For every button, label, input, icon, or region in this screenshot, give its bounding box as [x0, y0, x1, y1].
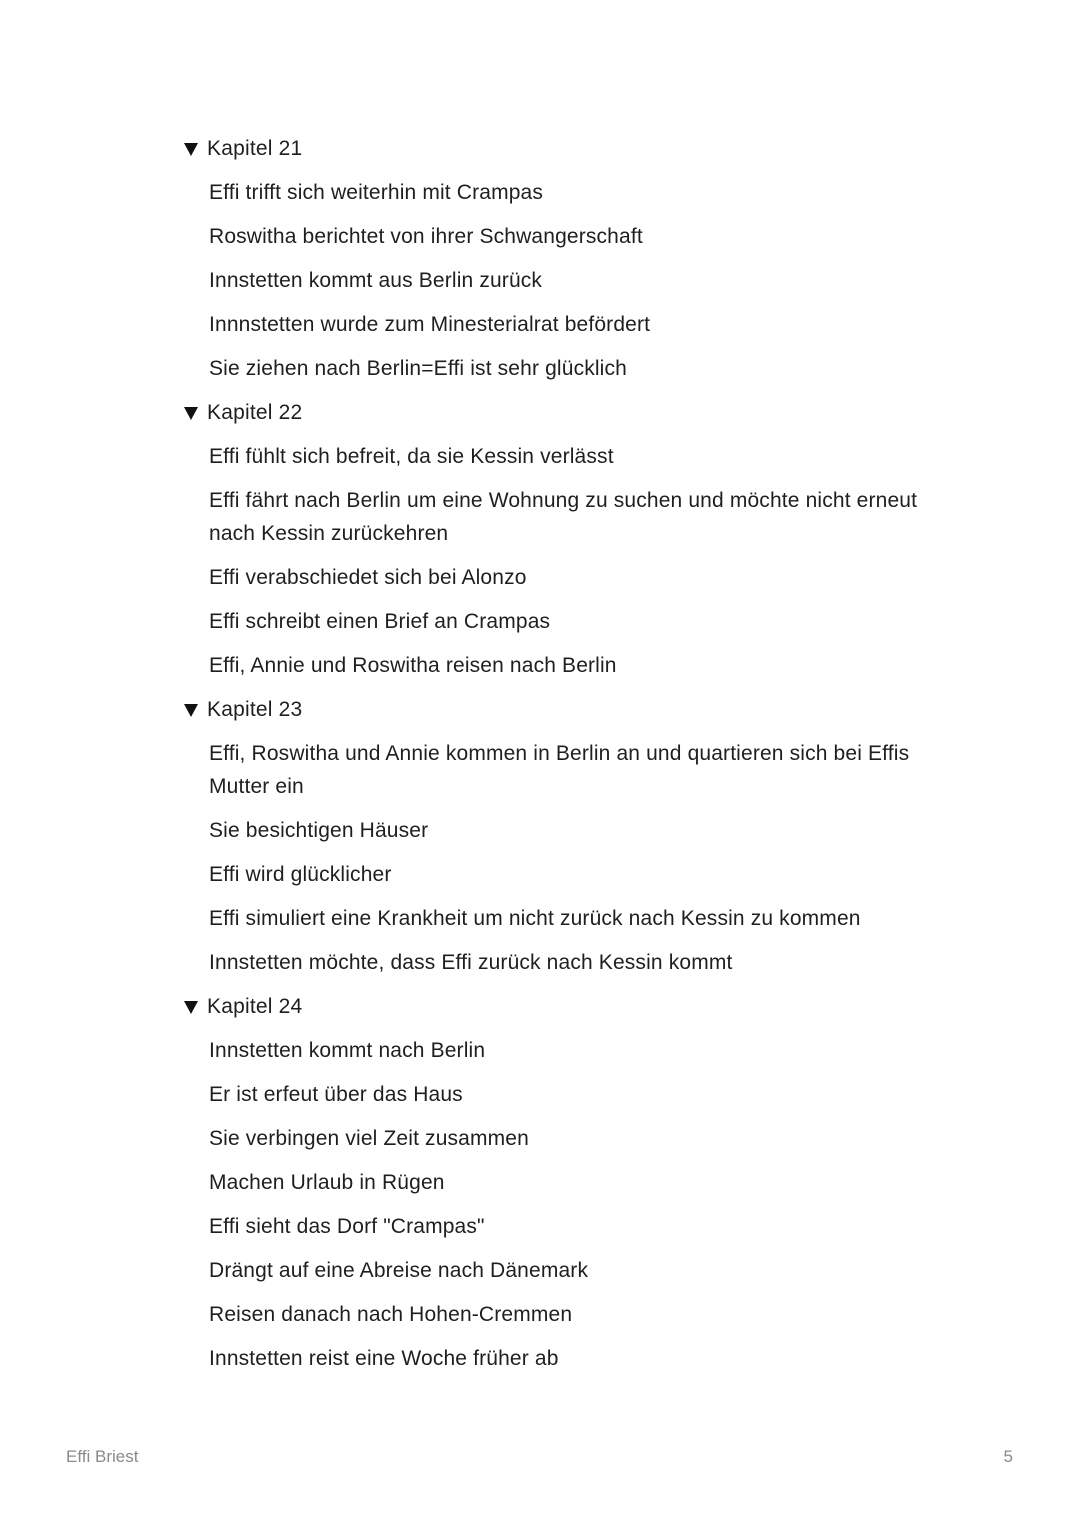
chapter-toggle-23	[184, 692, 944, 989]
list-item: Effi fährt nach Berlin um eine Wohnung zu suchen und möchte nicht erneut nach Kessin zurückehren	[209, 489, 918, 545]
list-item: Innstetten reist eine Woche früher ab	[209, 1347, 559, 1370]
triangle-down-icon[interactable]	[184, 407, 198, 420]
chapter-items	[184, 167, 944, 395]
footer-page-number: 5	[1003, 1447, 1013, 1466]
chapter-toggle-list	[184, 131, 944, 1385]
list-item: Sie verbingen viel Zeit zusammen	[209, 1127, 529, 1150]
list-item: Effi, Roswitha und Annie kommen in Berlin an und quartieren sich bei Effis Mutter ein	[209, 742, 910, 798]
list-item: Effi wird glücklicher	[209, 863, 392, 886]
list-item: Effi trifft sich weiterhin mit Crampas	[209, 181, 544, 204]
chapter-toggle-header[interactable]	[184, 395, 944, 431]
chapter-items	[184, 728, 944, 989]
chapter-title: Kapitel 21	[207, 137, 303, 160]
chapter-title: Kapitel 23	[207, 698, 303, 721]
list-item: Drängt auf eine Abreise nach Dänemark	[209, 1259, 589, 1282]
list-item: Er ist erfeut über das Haus	[209, 1083, 463, 1106]
triangle-down-icon[interactable]	[184, 1001, 198, 1014]
list-item: Effi, Annie und Roswitha reisen nach Berlin	[209, 654, 617, 677]
list-item: Sie ziehen nach Berlin=Effi ist sehr glücklich	[209, 357, 627, 380]
list-item: Innstetten möchte, dass Effi zurück nach Kessin kommt	[209, 951, 733, 974]
chapter-toggle-24	[184, 989, 944, 1385]
chapter-toggle-header[interactable]	[184, 131, 944, 167]
list-item: Effi simuliert eine Krankheit um nicht zurück nach Kessin zu kommen	[209, 907, 861, 930]
chapter-title: Kapitel 22	[207, 401, 303, 424]
list-item: Innstetten kommt nach Berlin	[209, 1039, 486, 1062]
chapter-toggle-21	[184, 131, 944, 395]
chapter-items	[184, 431, 944, 692]
list-item: Effi sieht das Dorf "Crampas"	[209, 1215, 485, 1238]
chapter-title: Kapitel 24	[207, 995, 303, 1018]
footer-document-title: Effi Briest	[66, 1447, 139, 1466]
triangle-down-icon[interactable]	[184, 704, 198, 717]
list-item: Sie besichtigen Häuser	[209, 819, 429, 842]
triangle-down-icon[interactable]	[184, 143, 198, 156]
chapter-toggle-header[interactable]	[184, 692, 944, 728]
list-item: Roswitha berichtet von ihrer Schwangerschaft	[209, 225, 643, 248]
list-item: Effi schreibt einen Brief an Crampas	[209, 610, 551, 633]
chapter-toggle-22	[184, 395, 944, 692]
list-item: Effi fühlt sich befreit, da sie Kessin verlässt	[209, 445, 614, 468]
list-item: Innstetten kommt aus Berlin zurück	[209, 269, 543, 292]
chapter-items	[184, 1025, 944, 1385]
list-item: Machen Urlaub in Rügen	[209, 1171, 445, 1194]
list-item: Reisen danach nach Hohen-Cremmen	[209, 1303, 573, 1326]
list-item: Innnstetten wurde zum Minesterialrat befördert	[209, 313, 651, 336]
list-item: Effi verabschiedet sich bei Alonzo	[209, 566, 527, 589]
chapter-toggle-header[interactable]	[184, 989, 944, 1025]
